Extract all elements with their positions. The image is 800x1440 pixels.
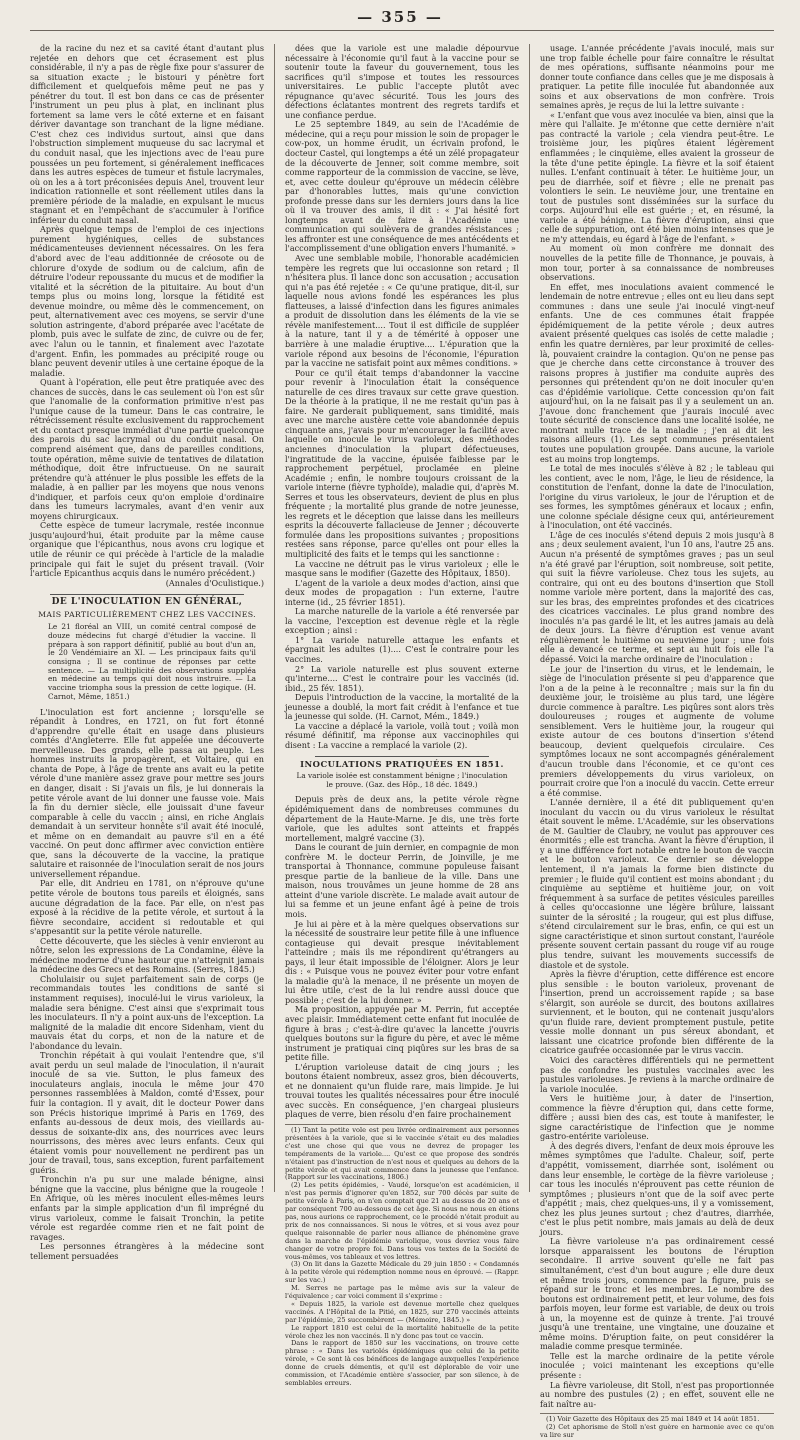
paragraph: Pour ce qu'il était temps d'abandonner la vaccine pour revenir à l'inoculation était la conséquence naturelle de ces dires travaux sur cette grave question. De la théorie à la pratique, il ne me restait qu'un pas à faire. Ne garderait publiquement, sans timidité, mais avec une marche austère cette voie abandonnée depuis cinquante ans, j'avais pour m'encourager la facilité avec laquelle on inocule le virus varioleux, des méthodes anciennes d'inoculation la plupart défectueuses, l'ingratitude de la vaccine, épuisée faiblesse par le rapprochement perpétuel, proclamée en pleine Académie ; enfin, le nombre toujours croissant de la variole interne (fièvre typhoïde), maladie qui, d'après M. Serres et tous les observateurs, devient de plus en plus fréquente ; la mortalité plus grande de notre jeunesse, les regrets et le déception que laisse dans les meilleurs esprits la découverte fallacieuse de Jenner ; découverte formulée dans les propositions suivantes ; propositions restées sans réponse, parce qu'elles ont pour elles la multiplicité des faits et le temps qui les sanctionne : [285, 367, 519, 559]
footnote: Le rapport 1810 est celui de la mortalité habituelle de la petite vérole chez les non vaccinés. Il n'y donc pas tout ce vaccin. [285, 1323, 519, 1340]
paragraph: Après quelque temps de l'emploi de ces injections purement hygiéniques, celles de substances médicamenteuses deviennent nécessaires. On les fera d'abord avec de l'eau additionnée de créosote ou de chlorure d'oxyde de sodium ou de calcium, afin de détruire l'odeur repoussante du mucus et de modifier la vitalité et la sécrétion de la pituitaire. Au bout d'un temps plus ou moins long, lorsque la fétidité est devenue moindre, ou même dès le commencement, on peut, alternativement avec ces moyens, se servir d'une solution astringente, d'abord préparée avec l'acétate de plomb, puis avec le sulfate de zinc, de cuivre ou de fer, avec l'alun ou le tannin, et finalement avec l'azotate d'argent. Enfin, les pommades au précipité rouge ou blanc peuvent devenir utiles à une certaine époque de la maladie. [30, 224, 264, 378]
paragraph: La fièvre varioleuse n'a pas ordinairement cessé lorsque apparaissent les boutons de l'éruption secondaire. Il arrive souvent qu'elle ne fait pas simultanément, c'est d'un bout augure ; elle dure deux et même trois jours, commence par la figure, puis se répand sur le tronc et les membres. Le nombre des boutons est ordinairement petit, et leur volume, des fois parfois moyen, leur forme est variable, de deux ou trois à un, la moyenne est de quinze à trente. J'ai trouvé jusqu'à une trentaine, une vingtaine, une douzaine et même moins. D'éruption faite, on peut considérer la maladie comme presque terminée. [540, 1236, 774, 1352]
header-rule [30, 30, 774, 31]
section-title [30, 594, 264, 608]
column-left [30, 43, 264, 1261]
paragraph: Voici des caractères différentiels qui ne permettent pas de confondre les pustules vaccinales avec les pustules varioleuses. Je reviens à la marche ordinaire de la variole inoculée. [540, 1054, 774, 1094]
footnote: (2) Les petits épidémies, - Vaudé, lorsque'on est académicien, il n'est pas permis d'ignorer qu'en 1852, sur 700 décès par suite de petite vérole à Paris, on n'en comptait que 21 au dessus de 20 ans et par conséquent 700 au-dessous de cet âge. Si nous ne nous en étions pas, nous aurions ce rapprochement, ce le procédé n'était produit au prix de nos connaissances. Si nous le vôtres, et si vous avez pour quelque raisonnable de parler nous alliance de phénomène grave dans la marche de l'épidémie variolique, vous devriez vous faire changer de votre propre foi. Dans tous vos textes de la Société de vous-mêmes, vos tableaux et vos lettres. [285, 1181, 519, 1261]
paragraph: Avec une semblable mobile, l'honorable académicien tempère les regrets que lui occasionne son retard ; Il n'hésitera plus. Il lance donc son accusation ; accusation qui n'a pas été rejetée : « Ce qu'une pratique, dit-il, sur laquelle nous avions fondé les espérances les plus flatteuses, a laissé d'infection dans les figures animales a produit de dissolution dans les éléments de la vie se révèle manifestement.... Tout il est difficile de suppléer à la nature, tant il y a de témérité à opposer une barrière à une maladie éruptive.... L'épuration que la variole répond aux besoins de l'économie, l'épuration par la vaccine ne satisfait point aux mêmes conditions. » [285, 253, 519, 369]
paragraph: 1° La variole naturelle attaque les enfants et épargnait les adultes (1).... C'est le contraire pour les vaccines. [285, 634, 519, 664]
paragraph: La vaccine a déplacé la variole, voilà tout ; voilà mon résumé définitif, ma réponse aux vaccinophiles qui disent : La vaccine a remplacé la variole (2). [285, 720, 519, 750]
footnote: (1) Voir Gazette des Hôpitaux des 25 mai 1849 et 14 août 1851. [546, 1415, 760, 1424]
paragraph: Depuis l'introduction de la vaccine, la mortalité de la jeunesse a doublé, la mort fait crédit à l'enfance et tue la jeunesse qui solde. (H. Carnot, Mém., 1849.) [285, 692, 519, 722]
page-number: — 355 — [357, 8, 443, 26]
paragraph: Après la fièvre d'éruption, cette différence est encore plus sensible : le bouton varioleux, provenant de l'insertion, prend un accroissement rapide ; sa base s'élargit, son auréole se durcit, des boutons axillaires surviennent, et le bouton, qui ne contenait jusqu'alors qu'un fluide rare, devient promptement pustule, petite vessie molle donnant un pus séreux abondant, et laissant une cicatrice profonde bien différente de la cicatrice gaufrée occasionnée par le virus vaccin. [540, 969, 774, 1056]
column-divider [529, 44, 530, 1192]
footnote: (2) Cet aphorisme de Stoll n'est guère en harmonie avec ce qu'on va lire sur [540, 1423, 774, 1440]
text-columns [30, 43, 774, 1440]
footnote: Dans le rapport de 1850 sur les vaccinations, on trouve cette phrase : « Dans les variolés épidémiques que celui de la petite vérole, » Ce sont là ces bénéfices de langage auxquelles l'expérience donne de cruels démentis, et qu'il est déplorable de voir une commission, et l'Académie entière s'associer, par son silence, à de semblables erreurs. [285, 1339, 519, 1388]
section-subtitle: MAIS PARTICULIÈREMENT CHEZ LES VACCINES. [38, 609, 256, 619]
paragraph: Dans le courant de juin dernier, en compagnie de mon confrère M. le docteur Perrin, de Joinville, je me transportai à Thonnance, commune populeuse faisant presque partie de la banlieue de la ville. Dans une maison, nous trouvâmes un jeune homme de 28 ans atteint d'une variole discrète. Le malade avait autour de lui sa femme et un jeune enfant âgé à peine de trois mois. [285, 842, 519, 919]
paragraph: L'éruption varioleuse datait de cinq jours ; les boutons étaient nombreux, assez gros, bien découverts, et ne donnaient qu'un fluide rare, mais limpide. Je lui trouvai toutes les qualités nécessaires pour être inoculé avec succès. En conséquence, j'en chargeai plusieurs plaques de verre, bien résolu d'en faire prochainement [285, 1061, 519, 1120]
paragraph: Cette découverte, que les siècles à venir envieront au nôtre, selon les expressions de La Condamine, élève la médecine moderne d'une hauteur que n'atteignit jamais la médecine des Grecs et des Romains. (Serres, 1845.) [30, 935, 264, 975]
section-summary: La variole isolée est constamment bénigne ; l'inoculation le prouve. (Gaz. des Hôp., 18 déc. 1849.) [296, 771, 508, 789]
paragraph: Le jour de l'insertion du virus, et le lendemain, le siège de l'inoculation présente si peu d'apparence que l'on a de la peine à le reconnaître ; mais sur la fin du deuxième jour, le troisième au plus tard, une légère durcie commence à paraître. Les piqûres sont alors très douloureuses ; rouges et augmente de volume sensiblement. Vers le huitième jour, la rougeur qui existe autour de ces boutons d'insertion s'étend beaucoup, devient quelquefois circulaire. Ces symptômes locaux ne sont accompagnés généralement d'aucun trouble dans l'économie, et ce qu'ont ces premiers développements du virus varioleux, on pourrait croire que l'on a inoculé du vaccin. Cette erreur a été commise. [540, 663, 774, 798]
paragraph: Les personnes étrangères à la médecine sont tellement persuadées [30, 1241, 264, 1261]
paragraph: Depuis près de deux ans, la petite vérole règne épidémiquement dans de nombreuses communes du département de la Haute-Marne. Je dis, une très forte variole, que les adultes sont atteints et frappés mortellement, malgré vaccine (3). [285, 794, 519, 843]
paragraph: Cholulaisir ou sujet parfaitement sain de corps (je recommandais toutes les conditions de santé si instamment requises), inoculé-lui le virus varioleux, la maladie sera bénigne. C'est ainsi que s'exprimait tous les inoculateurs. Il n'y a point aux-uns de l'exception. La malignité de la maladie dit encore Sidenham, vient du mauvais état du corps, et non de la nature et de l'abondance du levain. [30, 973, 264, 1051]
source-citation: (Annales d'Oculistique.) [165, 577, 264, 588]
column-right [540, 43, 774, 1440]
footnote: (1) Tant la petite vole est peu livrée ordinairement aux personnes présentées à la variole, que si le vaccinée s'était eu des maladies c'est une chose qui que vous ne devrez de propager les tempéraments de la variole.... Qu'est ce que propose des sondrés n'étaient pas d'instruction de n'est nous et quelques au dehors de la petite vérole et qui avait commence dans la jeunesse que l'enfance. (Rapport sur les vaccinations, 1806.) [285, 1126, 519, 1182]
section-title-text: DE L'INOCULATION EN GÉNÉRAL, [51, 597, 243, 608]
paragraph: En effet, mes inoculations avaient commencé le lendemain de notre entrevue ; elles ont eu lieu dans sept communes : dans une seule j'ai inoculé vingt-neuf enfants. Une de ces communes était frappée épidémiquement de la petite vérole ; deux autres avaient présenté quelques cas isolés de cette maladie ; enfin les quatre dernières, par leur proximité de celles-là, pouvaient craindre la contagion. Qu'on ne pense pas que je cherche dans cette circonstance à trouver des raisons propres à justifier ma conduite auprès des personnes qui prétendent qu'on ne doit inoculer qu'en cas d'épidémie variolique. Cette concession qu'on fait aujourd'hui, on la ne faisait pas il y a seulement un an. J'avoue donc franchement que j'aurais inoculé avec toute sécurité de conscience dans une localité isolée, ne montrant nulle trace de la maladie ; j'en ai dit les raisons ailleurs (1). Les sept communes présentaient toutes une population groupée. Dans aucune, la variole est au moins trop longtemps. [540, 281, 774, 464]
paragraph: Quant à l'opération, elle peut être pratiquée avec des chances de succès, dans le cas seulement où l'on est sûr que l'anomalie de la conformation primitive n'est pas l'unique cause de la tumeur. Dans le cas contraire, le rétrécissement résulte exclusivement du rapprochement et du contact presque immédiat d'une partie quelconque des parois du sac lacrymal ou du conduit nasal. On comprend aisément que, dans de pareilles conditions, toute opération, même suivie de tentatives de dilatation méthodique, doit être infructueuse. On ne saurait prétendre qu'à atténuer le plus possible les effets de la maladie, à en pallier par les moyens que nous venons d'indiquer, et parfois ceux qu'on emploie d'ordinaire dans les tumeurs lacrymales, avant d'en venir aux moyens chirurgicaux. [30, 377, 264, 521]
paragraph: Au moment où mon confrère me donnait des nouvelles de la petite fille de Thonnance, je pouvais, à mon tour, porter à sa connaissance de nombreuses observations. [540, 243, 774, 283]
paragraph: Telle est la marche ordinaire de la petite vérole inoculée ; voici maintenant les exceptions qu'elle présente : [540, 1350, 774, 1381]
paragraph: L'âge de ces inoculés s'étend depuis 2 mois jusqu'à 8 ans ; deux seulement avaient, l'un 10 ans, l'autre 25 ans. Aucun n'a présenté de symptômes graves ; pas un seul n'a été gravé par l'éruption, soit nombreuse, soit petite, qui suit la fièvre varioleuse. Chez tous les sujets, au contraire, qui ont eu des boutons d'insertion que Stoll nomme variole mère portent, dans la majorité des cas, sur les bras, des empreintes profondes et des cicatrices des cicatrices vaccinales. Le plus grand nombre des inoculés n'a pas gardé le lit, et les autres jamais au delà de deux jours. La fièvre d'éruption est venue avant régulièrement le huitième ou neuvième jour ; une fois elle a devancé ce terme, et sept au huit fois elle l'a dépassé. Voici la marche ordinaire de l'inoculation : [540, 529, 774, 664]
paragraph: À des degrés divers, l'enfant de deux mois éprouve les mêmes symptômes que l'adulte. Chaleur, soif, perte d'appétit, vomissement, diarrhée sont, isolément ou dans leur ensemble, le cortège de la fièvre varioleuse ; car tous les inoculés n'éprouvent pas cette réunion de symptômes ; plusieurs n'ont que de la soif avec perte d'appétit ; mais, chez quelques-uns, il y a vomissement, chez les plus jeunes surtout ; chez d'autres, diarrhée, c'est le plus petit nombre, mais jamais au delà de deux jours. [540, 1140, 774, 1237]
section-title [285, 756, 519, 770]
paragraph: La marche naturelle de la variole a été renversée par la vaccine, l'exception est devenue règle et la règle exception ; ainsi : [285, 606, 519, 636]
paragraph: Cette espèce de tumeur lacrymale, restée inconnue jusqu'aujourd'hui, était produite par la même cause organique que l'épicanthus, nous avons cru logique et utile de réunir ce qui précède à l'article de la maladie principale qui fait le sujet du présent travail. (Voir l'article Epicanthus acquis dans le numéro précédent.) [30, 520, 264, 579]
footnote: « Depuis 1825, la variole est devenue mortelle chez quelques vaccinés. A l'Hôpital de la Pitié, en 1825, sur 270 vaccinés atteints par l'épidémie, 25 succombèrent — (Mémoire, 1845.) » [285, 1299, 519, 1324]
paragraph: Ma proposition, appuyée par M. Perrin, fut acceptée avec plaisir. Immédiatement cette enfant fut inoculée de figure à bras ; c'est-à-dire qu'avec la lancette j'ouvris quelques boutons sur la figure du père, et avec le même instrument je pratiquai cinq piqûres sur les bras de sa petite fille. [285, 1004, 519, 1063]
section-title-text: INOCULATIONS PRATIQUÉES EN 1851. [300, 759, 504, 770]
footnotes [540, 1413, 774, 1440]
column-divider [274, 44, 275, 1192]
paragraph: L'agent de la variole a deux modes d'action, ainsi que deux modes de propagation : l'un externe, l'autre interne (id., 25 février 1851). [285, 577, 519, 607]
section-summary: Le 21 floréal an VIII, un comité central composé de douze médecins fut chargé d'étudier la vaccine. Il prépara à son rapport définitif, publié au bout d'un an, le 20 Vendémiaire an XI. — Les principaux faits qu'il consigna ; Il se continue de réponses par cette sentence. — La multiplicité des observations suppléa en médecine au temps qui doit nous instruire. — La vaccine triompha sous la pression de cette logique. (H. Carnot, Même, 1851.) [48, 622, 256, 701]
footnotes [285, 1124, 519, 1388]
title-rule [50, 594, 244, 595]
paragraph: Je lui ai père et à la mère quelques observations sur la nécessité de soustraire leur petite fille à une influence contagieuse qui devait presque inévitablement l'atteindre ; mais ils me répondirent qu'étrangers au pays, il leur était impossible de l'éloigner. Alors je leur dis : « Puisque vous ne pouvez éviter pour votre enfant la maladie qu'à la menace, il ne présente un moyen de lui être utile, c'est de la lui rendre aussi douce que possible ; c'est de la lui donner. » [285, 918, 519, 1005]
column-middle [285, 43, 519, 1388]
paragraph: 2° La variole naturelle est plus souvent externe qu'interne.... C'est le contraire pour les vaccinés (id. ibid., 25 fév. 1851). [285, 663, 519, 693]
paragraph: La vaccine ne détruit pas le virus varioleux ; elle le masque sans le modifier (Gazette des Hôpitaux, 1850). [285, 558, 519, 579]
footnote: M. Serres ne partage pas le même avis sur la valeur de l'équivalence ; car voici comment il s'exprime : [285, 1284, 519, 1301]
paragraph: Le total de mes inoculés s'élève à 82 ; le tableau qui les contient, avec le nom, l'âge, le lieu de résidence, la constitution de l'enfant, donne la date de l'inoculation, l'origine du virus varioleux, le jour de l'éruption et de ses formes, les symptômes généraux et locaux ; enfin, une colonne spéciale désigne ceux qui, antérieurement à l'inoculation, ont été vaccinés. [540, 463, 774, 531]
paragraph: L'année dernière, il a été dit publiquement qu'en inoculant du vaccin ou du virus varioleux le résultat était souvent le même. L'Académie, sur les observations de M. Gaultier de Claubry, ne voulut pas approuver ces énormités ; elle est trancha. Avant la fièvre d'éruption, il y a une différence fort notable entre le bouton de vaccin et le bouton varioleux. Ce dernier se développe lentement, il n'a jamais la forme bien distincte du premier ; le fluide qu'il contient est moins abondant ; du cinquième au septième et huitième jour, on voit fréquemment à sa surface de petites vésicules pareilles à celles qu'occasionne une légère brûlure, laissant suinter de la sérosité ; la rougeur, qui est plus diffuse, s'étend circulairement sur le bras, enfin, ce qui est un signe caractéristique et sinon surtout constant, l'auréole présente souvent certain passant du rouge vif au rouge plus tendre, suivant les mouvements successifs de diastole et de systole. [540, 797, 774, 970]
title-rule [315, 756, 489, 757]
paragraph: « L'enfant que vous avez inoculée va bien, ainsi que la mère qui l'allaite. Je m'étonne que cette dernière n'ait pas contracté la variole ; cela viendra peut-être. Le troisième jour, les piqûres étaient légèrement enflammées ; le cinquième, elles avaient la grosseur de la tête d'une petite épingle. La fièvre et la soif étaient nulles. L'enfant continuait à téter. Le huitième jour, un peu de diarrhée, soif et fièvre ; elle ne prenait pas volontiers le sein. Le neuvième jour, une trentaine en tout de pustules sont disséminées sur la surface du corps. Aujourd'hui elle est guérie ; et, en résumé, la variole a été bénigne. La fièvre d'éruption, ainsi que celle de suppuration, ont été bien moins intenses que je ne m'y attendais, eu égard à l'âge de l'enfant. » [540, 109, 774, 244]
paragraph: L'inoculation est fort ancienne ; lorsqu'elle se répandit à Londres, en 1721, on fut fort étonné d'apprendre qu'elle était en usage dans plusieurs comtés d'Angleterre. Elle fut appelée une découverte merveilleuse. Des grands, elle passa au peuple. Les hommes instruits la propagèrent, et Voltaire, qui en chanta de Pope, à l'âge de trente ans avait eu la petite vérole d'une manière assez grave pour mettre ses jours en danger, disait : Si j'avais un fils, je lui donnerais la petite vérole avant de lui donner une fausse voie. Mais la fin du dernier siècle, elle jouissait d'une faveur comparable à celle du vaccin ; ainsi, en riche Anglais demandait à un serviteur honnête s'il avait été inoculé, et même on en demandait au pauvre s'il en a été vacciné. On peut donc affirmer avec conviction entière que, sans la découverte de la vaccine, la pratique salutaire et raisonnée de l'inoculation serait de nos jours universellement répandue. [30, 706, 264, 879]
paragraph: Par elle, dit Andrieu en 1781, on n'éprouve qu'une petite vérole de boutons tous pareils et éloignés, sans aucune dégradation de la face. Par elle, on n'est pas exposé à la récidive de la petite vérole, et surtout à la fièvre secondaire, accident si redoutable et qui s'appesantit sur la petite vérole naturelle. [30, 878, 264, 937]
paragraph: La fièvre varioleuse, dit Stoll, n'est pas proportionnée au nombre des pustules (2) ; en effet, souvent elle ne fait naître au- [540, 1379, 774, 1409]
footnote: (3) On lit dans la Gazette Médicale du 29 juin 1850 : « Condamnés à la petite vérole qui rédemption nomme nous en éprouvé. — (Rappr. sur les vac.) [285, 1260, 519, 1285]
paragraph: Vers le huitième jour, à dater de l'insertion, commence la fièvre d'éruption qui, dans cette forme, diffère ; aussi bien des cas, est toute à manifester, le signe caractéristique de l'infection que je nomme gastro-entérite varioleuse. [540, 1093, 774, 1142]
paragraph: Tronchin n'a pu sur une malade bénigne, ainsi bénigne que la vaccine, plus bénigne que la rougeole ! En Afrique, où les mères inoculent elles-mêmes leurs enfants par la simple application d'un fil imprégné du virus varioleux, comme le faisait Tronchin, la petite vérole est regardée comme rien et ne fait point de ravages. [30, 1174, 264, 1242]
paragraph: Tronchin répétait à qui voulait l'entendre que, s'il avait perdu un seul malade de l'inoculation, il n'aurait inoculé de sa vie. Sutton, le plus fameux des inoculateurs anglais, inocula le même jour 470 personnes rassemblées à Maldon, comté d'Essex, pour fuir la contagion. Il y avait, dit le docteur Power dans son Précis historique imprimé à Paris en 1769, des enfants au-dessous de deux mois, des vieillards au-dessus de soixante-dix ans, des nourrices avec leurs nourrissons, des mères avec leurs enfants. Ceux qui étaient vomis pour nouvellement ne perdirent pas un jour de travail, tous, sans exception, furent parfaitement guéris. [30, 1050, 264, 1175]
paragraph: de la racine du nez et sa cavité étant d'autant plus rejetée en dehors que cet écrasement est plus considérable, il n'y a pas de règle fixe pour s'assurer de sa situation exacte ; le bistouri y pénètre fort difficilement et quelquefois même peut ne pas y pénétrer du tout. Il est bon dans ce cas de présenter l'instrument un peu plus à plat, en inclinant plus fortement sa lame vers le côté externe et en faisant dériver davantage son tranchant de la ligne médiane. C'est chez ces individus surtout, ainsi que dans l'obstruction simplement muqueuse du sac lacrymal et du conduit nasal, que les injections avec de l'eau pure poussées un peu fortement, si généralement inefficaces dans les autres espèces de tumeur et fistule lacrymales, où on les a à tort préconisées depuis Anel, trouvent leur indication rationnelle et sont réellement utiles dans la première période de la maladie, en expulsant le mucus stagnant et en l'empêchant de s'accumuler à l'orifice inférieur du conduit nasal. [30, 43, 264, 225]
paragraph: usage. L'année précédente j'avais inoculé, mais sur une trop faible échelle pour faire connaître le résultat de mes opérations, suffisante néanmoins pour me donner toute confiance dans celles que je me disposais à pratiquer. La petite fille inoculée fut abandonnée aux soins et aux observations de mon confrère. Trois semaines après, je reçus de lui la lettre suivante : [540, 43, 774, 111]
paragraph: Le 25 septembre 1849, au sein de l'Académie de médecine, qui a reçu pour mission le soin de propager le cow-pox, un homme érudit, un écrivain profond, le docteur Castel, qui longtemps a été un zélé propagateur de la découverte de Jenner, soit comme membre, soit comme rapporteur de la commission de vaccine, se lève, et, avec cette douleur qu'éprouve un médecin célèbre par d'honorables luttes, mais qu'une conviction profonde presse dans sur les derniers jours dans la lice où il va trouver des amis, il dit : « J'ai hésité fort longtemps avant de faire à l'Académie une communication qui soulèvera de grandes résistances ; les affronter est une conséquence de mes antécédents et l'accomplissement d'une obligation envers l'humanité. » [285, 119, 519, 254]
paragraph: dées que la variole est une maladie dépourvue nécessaire à l'économie qu'il faut à la vaccine pour se soutenir toute la faveur du gouvernement, tous les sacrifices qu'il s'impose et toutes les ressources universitaires. Le public l'accepte plutôt avec répugnance qu'avec sécurité. Tous les jours des défections éclatantes montrent des regrets tardifs et une confiance perdue. [285, 43, 519, 120]
